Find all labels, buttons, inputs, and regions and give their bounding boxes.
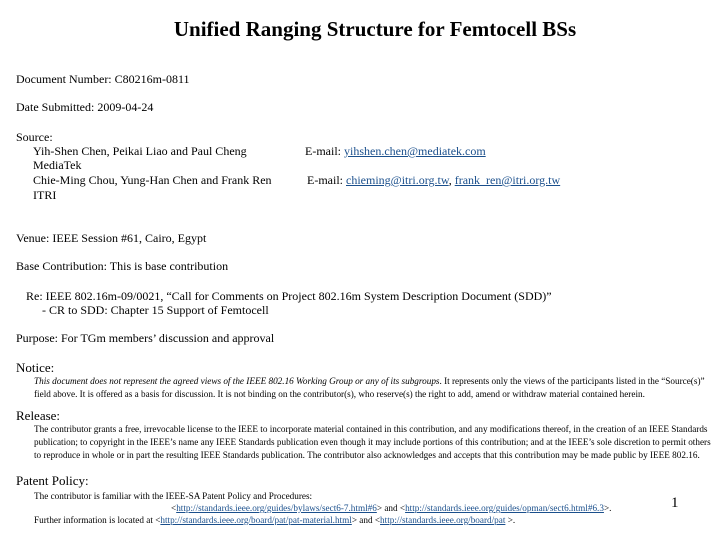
source-label: Source: [16, 130, 53, 144]
purpose: Purpose: For TGm members’ discussion and approval [16, 331, 275, 345]
re-line-2: - CR to SDD: Chapter 15 Support of Femtocell [42, 303, 269, 317]
patent-and-1: > and < [376, 503, 406, 513]
patent-end-1: >. [603, 503, 612, 513]
patent-link-bylaws[interactable]: http://standards.ieee.org/guides/bylaws/sect6-7.html#6 [176, 503, 377, 513]
email-link-2a[interactable]: chieming@itri.org.tw [346, 173, 449, 187]
patent-line-3 [34, 514, 515, 527]
email-line-2 [307, 173, 560, 187]
patent-link-opman[interactable]: http://standards.ieee.org/guides/opman/sect6.html#6.3 [405, 503, 604, 513]
patent-line-1: The contributor is familiar with the IEEE-SA Patent Policy and Procedures: [34, 491, 313, 501]
source-authors-1: Yih-Shen Chen, Peikai Liao and Paul Cheng [33, 144, 247, 158]
notice-text [34, 375, 714, 401]
patent-label: Patent Policy: [16, 473, 89, 488]
email-link-2b[interactable]: frank_ren@itri.org.tw [454, 173, 561, 187]
notice-label: Notice: [16, 360, 55, 375]
release-label: Release: [16, 408, 61, 423]
venue: Venue: IEEE Session #61, Cairo, Egypt [16, 231, 207, 245]
page-title: Unified Ranging Structure for Femtocell BSs [173, 17, 577, 41]
notice-italic: This document does not represent the agreed views of the IEEE 802.16 Working Group or any of its subgroups [34, 376, 440, 386]
email-prefix: E-mail: [305, 144, 344, 158]
patent-link-pat[interactable]: http://standards.ieee.org/board/pat [380, 515, 506, 525]
release-text: The contributor grants a free, irrevocable license to the IEEE to incorporate material contained in this contribution, and any modifications thereof, in the creation of an IEEE Standards publication; to copyright in the IEEE’s name any IEEE Standards publication even though it may include portions of this contribution; and at the IEEE’s sole discretion to permit others to reproduce in whole or in part the resulting IEEE Standards publication. The contributor also acknowledges and accepts that this contribution may be made public by IEEE 802.16. [34, 424, 711, 460]
page-number: 1 [671, 495, 679, 511]
email-separator: , [448, 173, 455, 187]
further-info: Further information is located at < [34, 515, 161, 525]
patent-link-material[interactable]: http://standards.ieee.org/board/pat/pat-material.html [160, 515, 352, 525]
email-prefix: E-mail: [307, 173, 346, 187]
document-number: Document Number: C80216m-0811 [16, 72, 190, 86]
date-submitted: Date Submitted: 2009-04-24 [16, 100, 154, 114]
source-org-2: ITRI [33, 188, 57, 202]
base-contribution: Base Contribution: This is base contribution [16, 259, 229, 273]
email-line-1 [305, 144, 486, 158]
source-org-1: MediaTek [33, 158, 82, 172]
email-link-1[interactable]: yihshen.chen@mediatek.com [344, 144, 486, 158]
bracket-open: < [171, 503, 177, 513]
patent-end-2: >. [505, 515, 516, 525]
source-authors-2: Chie-Ming Chou, Yung-Han Chen and Frank Ren [33, 173, 272, 187]
notice-rest: . It represents only the views of the participants listed in the “Source(s)” field above. It is offered as a basis for discussion. It is not binding on the contributor(s), who reserve(s) the right to add, amend or withdraw material contained herein. [34, 376, 705, 399]
re-line-1: Re: IEEE 802.16m-09/0021, “Call for Comments on Project 802.16m System Description Document (SDD)” [26, 289, 552, 303]
patent-and-2: > and < [351, 515, 381, 525]
